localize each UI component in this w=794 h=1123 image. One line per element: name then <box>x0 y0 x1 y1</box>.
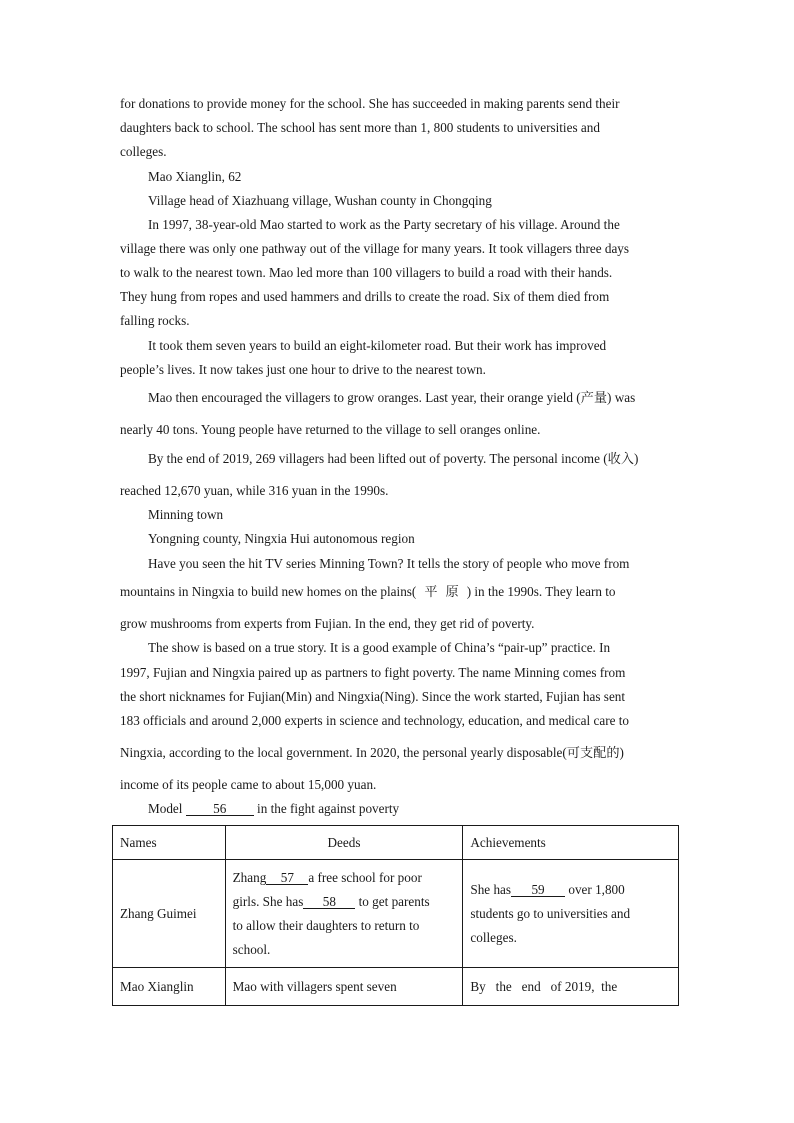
p3-line-2: people’s lives. It now takes just one hour to drive to the nearest town. <box>120 362 486 377</box>
p5-line-1: By the end of 2019, 269 villagers had been lifted out of poverty. The personal income (收入) <box>148 451 639 466</box>
deeds-zhang-line-1 <box>233 866 456 890</box>
cell-achievements-mao: By the end of 2019, the <box>463 968 679 1006</box>
blank-59[interactable]: 59 <box>511 883 565 897</box>
summary-table <box>112 825 679 1006</box>
p2-line-1: In 1997, 38-year-old Mao started to work as the Party secretary of his village. Around the <box>148 217 620 232</box>
model-rest: in the fight against poverty <box>257 801 400 816</box>
p6-line-2 <box>120 584 680 600</box>
cell-deeds-zhang <box>225 860 463 968</box>
p4-line-1: Mao then encouraged the villagers to grow oranges. Last year, their orange yield (产量) was <box>148 390 636 405</box>
mao-name: Mao Xianglin, 62 <box>148 169 242 184</box>
p4-line-2: nearly 40 tons. Young people have returned to the village to sell oranges online. <box>120 422 541 437</box>
p2-line-4: They hung from ropes and used hammers and drills to create the road. Six of them died from <box>120 289 610 304</box>
blank-56[interactable]: 56 <box>186 802 254 816</box>
header-names: Names <box>113 826 226 860</box>
blank-58[interactable]: 58 <box>303 895 355 909</box>
p5-line-2: reached 12,670 yuan, while 316 yuan in the 1990s. <box>120 483 389 498</box>
p6-plains-chinese: 平原 <box>424 584 467 599</box>
ach-zhang-line-3: colleges. <box>470 929 517 945</box>
deeds-text: girls. She has <box>232 893 304 909</box>
p7-line-6: income of its people came to about 15,000 yuan. <box>120 777 377 792</box>
cell-name-mao: Mao Xianglin <box>113 968 226 1006</box>
p2-line-2: village there was only one pathway out of the village for many years. It took villagers three days <box>120 241 630 256</box>
p7-line-1: The show is based on a true story. It is a good example of China’s “pair-up” practice. In <box>148 640 611 655</box>
p7-line-2: 1997, Fujian and Ningxia paired up as partners to fight poverty. The name Minning comes from <box>120 665 626 680</box>
deeds-zhang-line-4: school. <box>232 941 271 957</box>
table-row <box>113 968 679 1006</box>
p2-line-5: falling rocks. <box>120 313 190 328</box>
deeds-text: a free school for poor <box>308 869 422 885</box>
p6-line-3: grow mushrooms from experts from Fujian. In the end, they get rid of poverty. <box>120 616 535 631</box>
deeds-zhang-line-3: to allow their daughters to return to <box>232 917 420 933</box>
p6-line-1: Have you seen the hit TV series Minning Town? It tells the story of people who move from <box>148 556 630 571</box>
p7-line-3: the short nicknames for Fujian(Min) and Ningxia(Ning). Since the work started, Fujian has sent <box>120 689 626 704</box>
p7-line-4: 183 officials and around 2,000 experts in science and technology, education, and medical care to <box>120 713 630 728</box>
minning-location: Yongning county, Ningxia Hui autonomous region <box>148 531 415 546</box>
p7-line-5: Ningxia, according to the local government. In 2020, the personal yearly disposable(可支配的) <box>120 745 624 760</box>
cell-name-zhang: Zhang Guimei <box>113 860 226 968</box>
p2-line-3: to walk to the nearest town. Mao led more than 100 villagers to build a road with their hands. <box>120 265 613 280</box>
ach-text: over 1,800 <box>568 881 625 897</box>
cell-achievements-zhang <box>463 860 679 968</box>
ach-zhang-line-1 <box>470 878 671 902</box>
header-achievements: Achievements <box>463 826 679 860</box>
cell-deeds-mao: Mao with villagers spent seven <box>225 968 463 1006</box>
deeds-text: Zhang <box>232 869 267 885</box>
p1-line-3: colleges. <box>120 144 167 159</box>
deeds-zhang-line-2 <box>233 890 456 914</box>
p6-line-2-end: ) in the 1990s. They learn to <box>466 584 616 599</box>
p6-line-2-start: mountains in Ningxia to build new homes on the plains( <box>120 584 417 599</box>
ach-zhang-line-2: students go to universities and <box>470 905 631 921</box>
blank-57[interactable]: 57 <box>266 871 308 885</box>
p3-line-1: It took them seven years to build an eight-kilometer road. But their work has improved <box>148 338 607 353</box>
model-label: Model <box>148 801 183 816</box>
ach-text: She has <box>470 881 512 897</box>
model-line <box>148 801 680 817</box>
table-header-row <box>113 826 679 860</box>
table-row <box>113 860 679 968</box>
minning-name: Minning town <box>148 507 224 522</box>
header-deeds: Deeds <box>225 826 463 860</box>
deeds-text: to get parents <box>358 893 430 909</box>
p1-line-1: for donations to provide money for the school. She has succeeded in making parents send their <box>120 96 620 111</box>
mao-title: Village head of Xiazhuang village, Wushan county in Chongqing <box>148 193 492 208</box>
p1-line-2: daughters back to school. The school has sent more than 1, 800 students to universities and <box>120 120 600 135</box>
